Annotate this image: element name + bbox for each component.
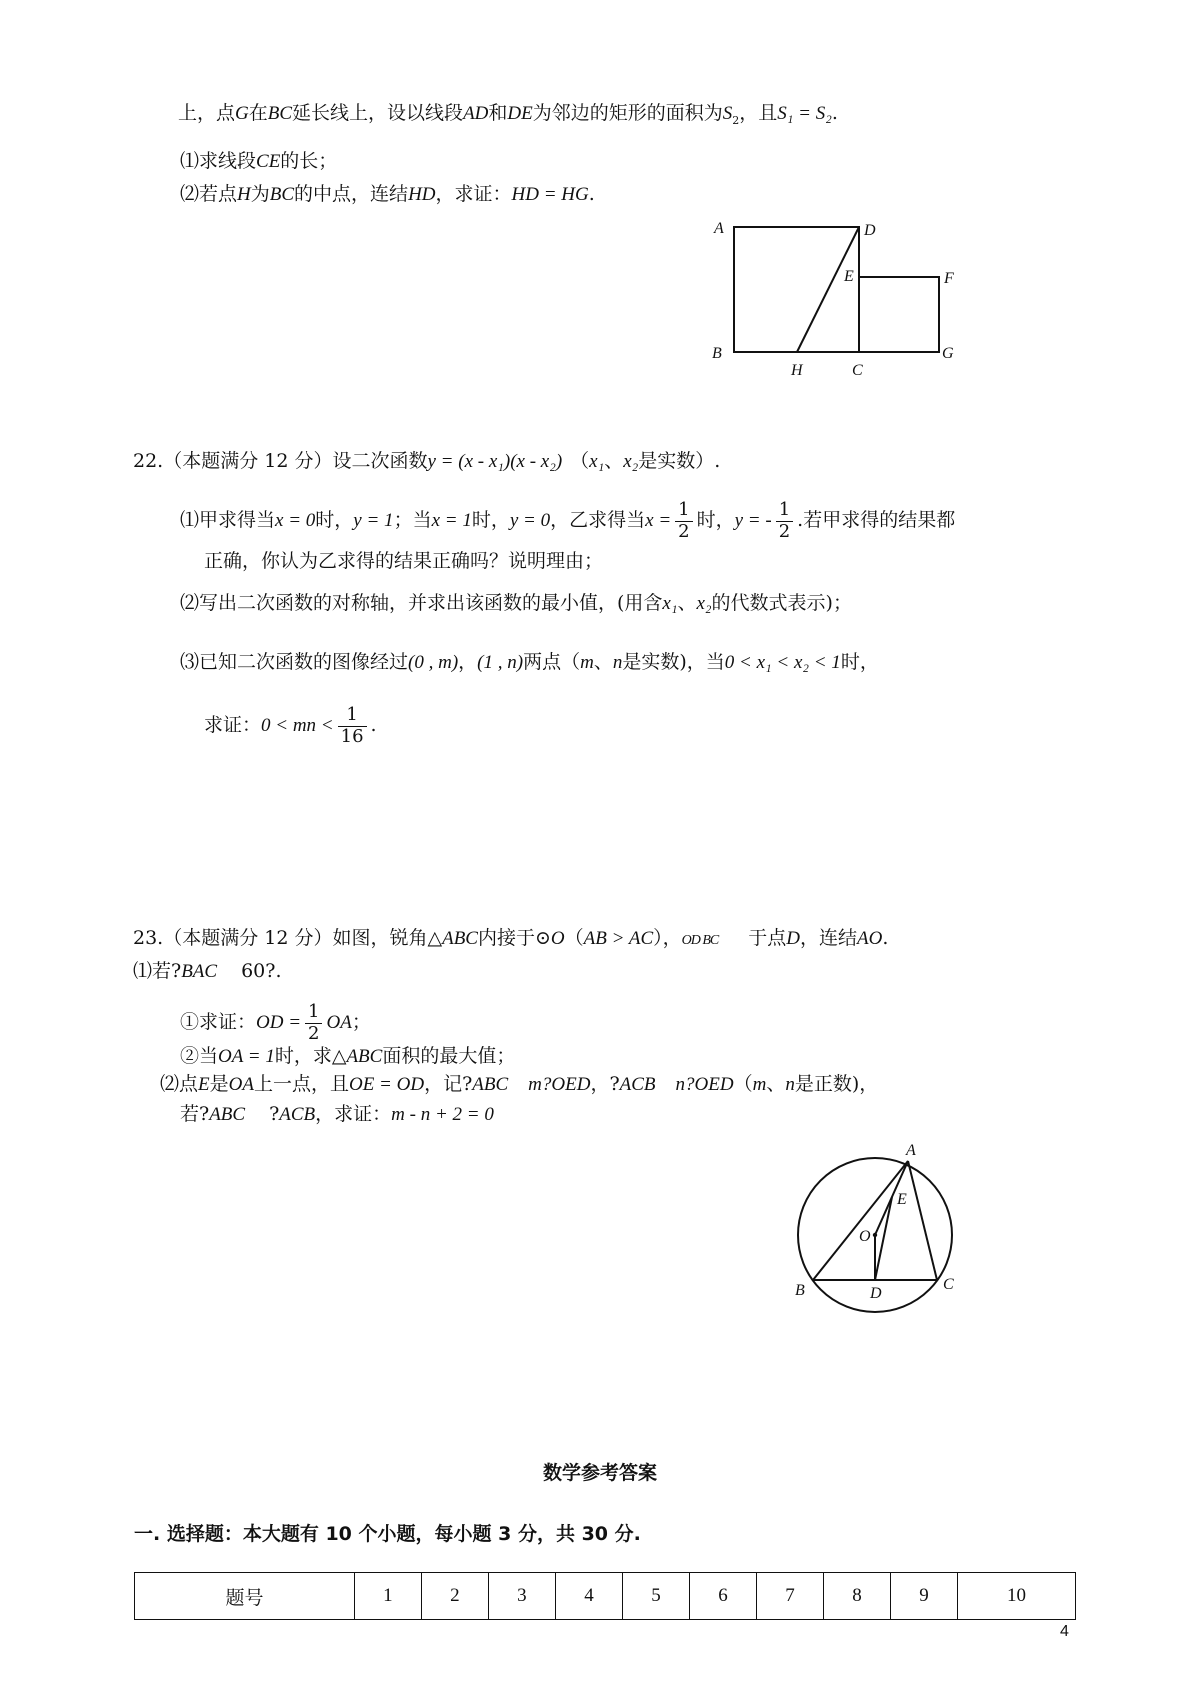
answers-title: 数学参考答案 [542,1462,657,1484]
side-ab [813,1161,908,1280]
table-cell: 3 [488,1573,555,1620]
label-G: G [942,345,954,362]
q22-part3-prove: 求证：0 < mn < $\frac{1}{16}$ . [204,704,377,747]
segment-de [875,1197,892,1280]
square-abcd [734,227,859,352]
figure-squares [700,215,970,390]
q23-part1-ii: ②当OA = 1时，求△ABC面积的最大值； [180,1045,516,1067]
square-ecgf [859,277,939,352]
label-E: E [897,1191,907,1208]
table-header-cell: 题号 [135,1573,355,1620]
table-cell: 5 [622,1573,689,1620]
label-F: F [944,270,954,287]
label-H: H [791,362,803,379]
q22-part1-line2: 正确，你认为乙求得的结果正确吗？说明理由； [204,550,604,572]
table-cell: 4 [555,1573,622,1620]
q21-part1: ⑴求线段CE的长； [180,150,338,172]
label-C: C [852,362,863,379]
fraction-half-3: $\frac{1}{2}$ [305,1002,322,1044]
q23-part1: ⑴若?BAC 60?. [133,960,282,982]
label-E: E [844,268,854,285]
q23-part2-line2: 若?ABC ?ACB，求证：m - n + 2 = 0 [180,1103,494,1125]
answer-table [134,1572,1076,1620]
q22-heading: 22.（本题满分 12 分）设二次函数y = (x - x₁)(x - x₂) （x₁、x₂是实数）. [133,450,721,472]
label-A: A [906,1142,916,1159]
label-D: D [864,222,876,239]
q23-heading: 23.（本题满分 12 分）如图，锐角△ABC内接于⊙O（AB > AC），OD BC 于点D，连结AO. [133,927,889,949]
label-B: B [795,1282,805,1299]
q23-part1-i: ①求证：OD = $\frac{1}{2}$ OA； [180,1001,371,1044]
table-row [135,1573,1076,1620]
table-cell: 2 [421,1573,488,1620]
q22-part1: ⑴甲求得当x = 0时，y = 1；当x = 1时，y = 0，乙求得当x = $\frac{1}{2}$ 时，y = - $\frac{1}{2}$ .若甲求得的结果都 [180,499,956,542]
side-ac [908,1161,937,1280]
label-B: B [712,345,722,362]
fraction-half-2: $\frac{1}{2}$ [776,500,793,542]
label-C: C [943,1276,954,1293]
label-D: D [870,1285,882,1302]
q22-part3: ⑶已知二次函数的图像经过(0 , m)，(1 , n)两点（m、n是实数)，当0 < x₁ < x₂ < 1时， [180,651,879,673]
q23-part2: ⑵点E是OA上一点，且OE = OD，记?ABC m?OED，?ACB n?OED（m、n是正数)， [160,1073,879,1095]
q22-part2: ⑵写出二次函数的对称轴，并求出该函数的最小值，(用含x₁、x₂的代数式表示)； [180,592,852,614]
fraction-half: $\frac{1}{2}$ [675,500,692,542]
point-o [873,1233,877,1237]
page-number: 4 [1060,1623,1069,1640]
table-cell: 8 [824,1573,891,1620]
segment-hd [797,227,859,352]
table-cell: 1 [354,1573,421,1620]
answers-section-heading: 一. 选择题：本大题有 10 个小题，每小题 3 分，共 30 分. [134,1523,641,1545]
label-A: A [714,220,724,237]
fraction-one-sixteenth: $\frac{1}{16}$ [338,705,367,747]
q21-intro-line: 上，点G在BC延长线上，设以线段AD和DE为邻边的矩形的面积为$S_2$，且S₁ = S₂. [178,102,838,127]
table-cell: 10 [958,1573,1076,1620]
table-cell: 6 [689,1573,756,1620]
label-O: O [859,1228,871,1245]
table-cell: 7 [756,1573,823,1620]
figure-circle-triangle [780,1135,980,1325]
q21-part2: ⑵若点H为BC的中点，连结HD，求证：HD = HG. [180,183,595,205]
table-cell: 9 [891,1573,958,1620]
